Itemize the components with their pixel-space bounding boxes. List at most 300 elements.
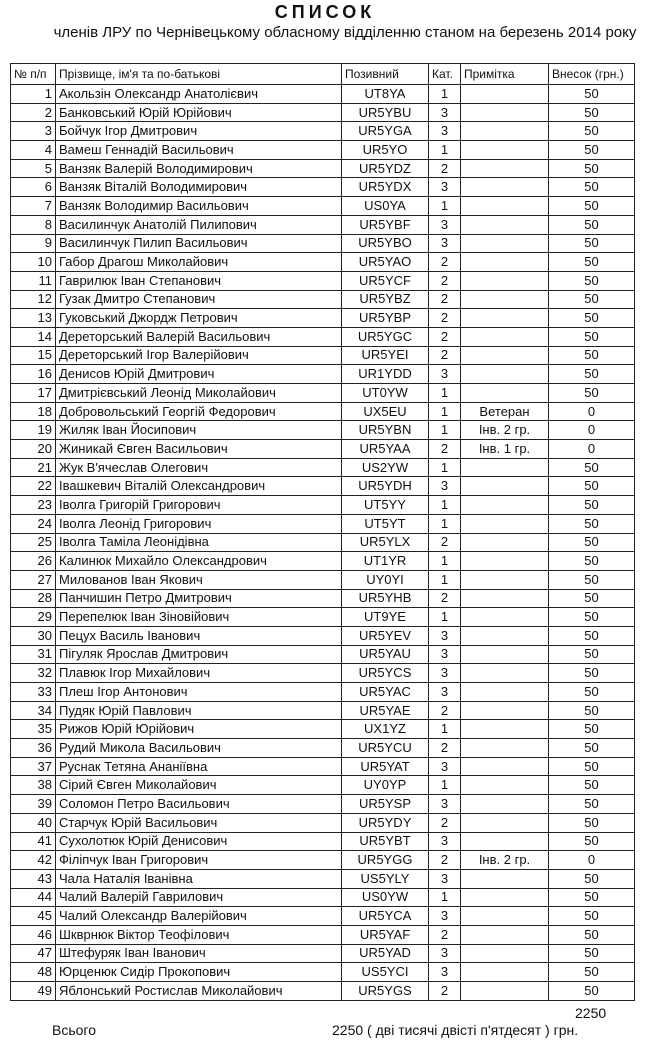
table-row <box>11 683 635 702</box>
category-cell: 3 <box>429 664 461 683</box>
row-number-cell: 42 <box>11 851 56 870</box>
member-name-cell: Добровольський Георгій Федорович <box>56 402 342 421</box>
row-number-cell: 45 <box>11 907 56 926</box>
row-number-cell: 36 <box>11 739 56 758</box>
table-row <box>11 869 635 888</box>
member-name-cell: Денисов Юрій Дмитрович <box>56 365 342 384</box>
callsign-cell: UR5YBU <box>342 103 429 122</box>
note-cell <box>461 907 549 926</box>
document-subtitle: членів ЛРУ по Чернівецькому обласному відділенню станом на березень 2014 року <box>53 24 637 41</box>
table-row <box>11 346 635 365</box>
table-row <box>11 197 635 216</box>
fee-cell: 50 <box>549 907 635 926</box>
fee-cell: 0 <box>549 440 635 459</box>
note-cell <box>461 701 549 720</box>
fee-cell: 50 <box>549 103 635 122</box>
note-cell <box>461 327 549 346</box>
row-number-cell: 32 <box>11 664 56 683</box>
table-row <box>11 234 635 253</box>
table-row <box>11 402 635 421</box>
fee-cell: 50 <box>549 683 635 702</box>
note-cell <box>461 944 549 963</box>
table-row <box>11 982 635 1001</box>
note-cell <box>461 122 549 141</box>
row-number-cell: 22 <box>11 477 56 496</box>
row-number-cell: 21 <box>11 458 56 477</box>
table-row <box>11 496 635 515</box>
table-row <box>11 477 635 496</box>
category-cell: 1 <box>429 141 461 160</box>
fee-cell: 50 <box>549 832 635 851</box>
category-cell: 2 <box>429 327 461 346</box>
note-cell <box>461 552 549 571</box>
total-text: 2250 ( дві тисячі двісті п'ятдесят ) грн. <box>332 1022 579 1038</box>
table-row <box>11 851 635 870</box>
note-cell <box>461 253 549 272</box>
category-cell: 2 <box>429 589 461 608</box>
fee-cell: 50 <box>549 215 635 234</box>
row-number-cell: 23 <box>11 496 56 515</box>
row-number-cell: 1 <box>11 85 56 104</box>
member-name-cell: Гузак Дмитро Степанович <box>56 290 342 309</box>
fee-cell: 50 <box>549 776 635 795</box>
fee-cell: 50 <box>549 570 635 589</box>
callsign-cell: UX5EU <box>342 402 429 421</box>
callsign-cell: UT5YT <box>342 514 429 533</box>
note-cell <box>461 608 549 627</box>
note-cell: Інв. 2 гр. <box>461 421 549 440</box>
row-number-cell: 5 <box>11 159 56 178</box>
category-cell: 2 <box>429 290 461 309</box>
note-cell <box>461 533 549 552</box>
callsign-cell: UR5YDX <box>342 178 429 197</box>
table-row <box>11 215 635 234</box>
fee-cell: 50 <box>549 608 635 627</box>
row-number-cell: 13 <box>11 309 56 328</box>
note-cell <box>461 197 549 216</box>
member-name-cell: Івашкевич Віталій Олександрович <box>56 477 342 496</box>
category-cell: 1 <box>429 776 461 795</box>
table-row <box>11 178 635 197</box>
table-row <box>11 944 635 963</box>
category-cell: 2 <box>429 982 461 1001</box>
note-cell <box>461 458 549 477</box>
row-number-cell: 35 <box>11 720 56 739</box>
member-name-cell: Рижов Юрій Юрійович <box>56 720 342 739</box>
category-cell: 2 <box>429 851 461 870</box>
table-row <box>11 720 635 739</box>
table-row <box>11 440 635 459</box>
table-row <box>11 122 635 141</box>
row-number-cell: 31 <box>11 645 56 664</box>
fee-cell: 50 <box>549 552 635 571</box>
row-number-cell: 47 <box>11 944 56 963</box>
row-number-cell: 33 <box>11 683 56 702</box>
category-cell: 3 <box>429 477 461 496</box>
table-row <box>11 645 635 664</box>
row-number-cell: 9 <box>11 234 56 253</box>
category-cell: 3 <box>429 122 461 141</box>
member-name-cell: Дереторський Валерій Васильович <box>56 327 342 346</box>
row-number-cell: 20 <box>11 440 56 459</box>
callsign-cell: UR5YAO <box>342 253 429 272</box>
note-cell <box>461 795 549 814</box>
fee-cell: 50 <box>549 701 635 720</box>
row-number-cell: 18 <box>11 402 56 421</box>
note-cell <box>461 720 549 739</box>
callsign-cell: UR5YAU <box>342 645 429 664</box>
fee-cell: 50 <box>549 178 635 197</box>
table-row <box>11 757 635 776</box>
table-row <box>11 384 635 403</box>
fee-cell: 50 <box>549 888 635 907</box>
fee-cell: 50 <box>549 253 635 272</box>
row-number-cell: 26 <box>11 552 56 571</box>
row-number-cell: 8 <box>11 215 56 234</box>
category-cell: 3 <box>429 963 461 982</box>
member-name-cell: Рудий Микола Васильович <box>56 739 342 758</box>
member-name-cell: Соломон Петро Васильович <box>56 795 342 814</box>
fee-cell: 0 <box>549 421 635 440</box>
fee-cell: 50 <box>549 757 635 776</box>
note-cell <box>461 477 549 496</box>
callsign-cell: UR5YDH <box>342 477 429 496</box>
member-name-cell: Акользін Олександр Анатолієвич <box>56 85 342 104</box>
member-name-cell: Бойчук Ігор Дмитрович <box>56 122 342 141</box>
category-cell: 3 <box>429 907 461 926</box>
member-name-cell: Гуковський Джордж Петрович <box>56 309 342 328</box>
table-row <box>11 533 635 552</box>
category-cell: 3 <box>429 215 461 234</box>
category-cell: 1 <box>429 552 461 571</box>
callsign-cell: UR5YEV <box>342 626 429 645</box>
note-cell <box>461 384 549 403</box>
member-name-cell: Руснак Тетяна Ананіївна <box>56 757 342 776</box>
member-name-cell: Чала Наталія Іванівна <box>56 869 342 888</box>
note-cell <box>461 85 549 104</box>
fee-cell: 50 <box>549 271 635 290</box>
category-cell: 1 <box>429 421 461 440</box>
row-number-cell: 7 <box>11 197 56 216</box>
category-cell: 2 <box>429 346 461 365</box>
table-row <box>11 103 635 122</box>
fee-cell: 50 <box>549 346 635 365</box>
callsign-cell: UT9YE <box>342 608 429 627</box>
callsign-cell: US2YW <box>342 458 429 477</box>
note-cell <box>461 271 549 290</box>
note-cell <box>461 664 549 683</box>
category-cell: 3 <box>429 832 461 851</box>
note-cell <box>461 103 549 122</box>
table-row <box>11 832 635 851</box>
column-header-name: Прізвище, ім'я та по-батькові <box>56 64 342 85</box>
category-cell: 2 <box>429 159 461 178</box>
fee-cell: 50 <box>549 159 635 178</box>
callsign-cell: US0YW <box>342 888 429 907</box>
callsign-cell: UR5YCS <box>342 664 429 683</box>
row-number-cell: 3 <box>11 122 56 141</box>
table-row <box>11 739 635 758</box>
category-cell: 3 <box>429 869 461 888</box>
row-number-cell: 34 <box>11 701 56 720</box>
callsign-cell: UR5YGS <box>342 982 429 1001</box>
callsign-cell: UR5YAD <box>342 944 429 963</box>
member-name-cell: Жук В'ячеслав Олегович <box>56 458 342 477</box>
table-row <box>11 159 635 178</box>
callsign-cell: UR5YCA <box>342 907 429 926</box>
category-cell: 3 <box>429 103 461 122</box>
category-cell: 2 <box>429 813 461 832</box>
callsign-cell: UR5YAA <box>342 440 429 459</box>
callsign-cell: UR5YDZ <box>342 159 429 178</box>
fee-cell: 50 <box>549 982 635 1001</box>
callsign-cell: UY0YP <box>342 776 429 795</box>
table-row <box>11 589 635 608</box>
callsign-cell: UR1YDD <box>342 365 429 384</box>
member-name-cell: Старчук Юрій Васильович <box>56 813 342 832</box>
callsign-cell: US0YA <box>342 197 429 216</box>
table-row <box>11 141 635 160</box>
member-name-cell: Гаврилюк Іван Степанович <box>56 271 342 290</box>
member-name-cell: Сухолотюк Юрій Денисович <box>56 832 342 851</box>
member-name-cell: Дереторський Ігор Валерійович <box>56 346 342 365</box>
member-name-cell: Юрценюк Сидір Прокопович <box>56 963 342 982</box>
category-cell: 2 <box>429 701 461 720</box>
fee-cell: 50 <box>549 234 635 253</box>
member-name-cell: Пудяк Юрій Павлович <box>56 701 342 720</box>
row-number-cell: 19 <box>11 421 56 440</box>
category-cell: 1 <box>429 458 461 477</box>
callsign-cell: UR5YGG <box>342 851 429 870</box>
fee-cell: 50 <box>549 925 635 944</box>
row-number-cell: 46 <box>11 925 56 944</box>
member-name-cell: Чалий Валерій Гаврилович <box>56 888 342 907</box>
table-row <box>11 925 635 944</box>
member-name-cell: Чалий Олександр Валерійович <box>56 907 342 926</box>
member-name-cell: Сірий Євген Миколайович <box>56 776 342 795</box>
table-row <box>11 626 635 645</box>
column-header-callsign: Позивний <box>342 64 429 85</box>
table-row <box>11 309 635 328</box>
category-cell: 3 <box>429 683 461 702</box>
callsign-cell: UR5YDY <box>342 813 429 832</box>
table-row <box>11 85 635 104</box>
callsign-cell: UR5YLX <box>342 533 429 552</box>
table-header-row <box>11 64 635 85</box>
table-row <box>11 421 635 440</box>
member-name-cell: Панчишин Петро Дмитрович <box>56 589 342 608</box>
table-row <box>11 570 635 589</box>
callsign-cell: UX1YZ <box>342 720 429 739</box>
fee-cell: 50 <box>549 664 635 683</box>
row-number-cell: 49 <box>11 982 56 1001</box>
callsign-cell: UR5YBT <box>342 832 429 851</box>
member-name-cell: Перепелюк Іван Зіновійович <box>56 608 342 627</box>
row-number-cell: 40 <box>11 813 56 832</box>
callsign-cell: UT8YA <box>342 85 429 104</box>
note-cell: Інв. 2 гр. <box>461 851 549 870</box>
callsign-cell: UR5YBF <box>342 215 429 234</box>
member-name-cell: Жиляк Іван Йосипович <box>56 421 342 440</box>
table-row <box>11 813 635 832</box>
category-cell: 2 <box>429 925 461 944</box>
callsign-cell: US5YLY <box>342 869 429 888</box>
category-cell: 1 <box>429 402 461 421</box>
category-cell: 2 <box>429 253 461 272</box>
member-name-cell: Василинчук Пилип Васильович <box>56 234 342 253</box>
row-number-cell: 10 <box>11 253 56 272</box>
category-cell: 2 <box>429 271 461 290</box>
member-name-cell: Яблонський Ростислав Миколайович <box>56 982 342 1001</box>
callsign-cell: UR5YCF <box>342 271 429 290</box>
row-number-cell: 27 <box>11 570 56 589</box>
note-cell <box>461 215 549 234</box>
category-cell: 2 <box>429 739 461 758</box>
fee-cell: 50 <box>549 813 635 832</box>
fee-cell: 50 <box>549 720 635 739</box>
callsign-cell: UT5YY <box>342 496 429 515</box>
row-number-cell: 44 <box>11 888 56 907</box>
column-header-note: Примітка <box>461 64 549 85</box>
row-number-cell: 38 <box>11 776 56 795</box>
table-row <box>11 327 635 346</box>
table-row <box>11 963 635 982</box>
fee-cell: 50 <box>549 327 635 346</box>
fee-cell: 50 <box>549 309 635 328</box>
category-cell: 3 <box>429 234 461 253</box>
row-number-cell: 14 <box>11 327 56 346</box>
member-name-cell: Іволга Леонід Григорович <box>56 514 342 533</box>
note-cell <box>461 776 549 795</box>
note-cell <box>461 234 549 253</box>
member-name-cell: Плеш Ігор Антонович <box>56 683 342 702</box>
category-cell: 1 <box>429 197 461 216</box>
category-cell: 3 <box>429 645 461 664</box>
table-row <box>11 795 635 814</box>
category-cell: 3 <box>429 626 461 645</box>
row-number-cell: 24 <box>11 514 56 533</box>
category-cell: 1 <box>429 496 461 515</box>
fee-cell: 50 <box>549 290 635 309</box>
table-row <box>11 271 635 290</box>
member-name-cell: Ванзяк Валерій Володимирович <box>56 159 342 178</box>
callsign-cell: UR5YGC <box>342 327 429 346</box>
fee-cell: 50 <box>549 477 635 496</box>
category-cell: 3 <box>429 795 461 814</box>
category-cell: 1 <box>429 514 461 533</box>
callsign-cell: UR5YAT <box>342 757 429 776</box>
category-cell: 3 <box>429 757 461 776</box>
member-table <box>10 63 635 1001</box>
note-cell <box>461 626 549 645</box>
note-cell: Інв. 1 гр. <box>461 440 549 459</box>
table-row <box>11 290 635 309</box>
member-name-cell: Пецух Василь Іванович <box>56 626 342 645</box>
member-name-cell: Іволга Григорій Григорович <box>56 496 342 515</box>
callsign-cell: UR5YSP <box>342 795 429 814</box>
note-cell: Ветеран <box>461 402 549 421</box>
row-number-cell: 2 <box>11 103 56 122</box>
note-cell <box>461 813 549 832</box>
member-name-cell: Жиникай Євген Васильович <box>56 440 342 459</box>
fee-cell: 50 <box>549 85 635 104</box>
fee-cell: 50 <box>549 141 635 160</box>
callsign-cell: UR5YEI <box>342 346 429 365</box>
callsign-cell: UT1YR <box>342 552 429 571</box>
note-cell <box>461 514 549 533</box>
callsign-cell: US5YCI <box>342 963 429 982</box>
callsign-cell: UR5YO <box>342 141 429 160</box>
category-cell: 1 <box>429 85 461 104</box>
callsign-cell: UR5YCU <box>342 739 429 758</box>
member-name-cell: Василинчук Анатолій Пилипович <box>56 215 342 234</box>
row-number-cell: 29 <box>11 608 56 627</box>
table-body <box>11 85 635 1001</box>
callsign-cell: UR5YAC <box>342 683 429 702</box>
table-row <box>11 907 635 926</box>
callsign-cell: UR5YBP <box>342 309 429 328</box>
member-name-cell: Банковський Юрій Юрійович <box>56 103 342 122</box>
row-number-cell: 37 <box>11 757 56 776</box>
column-header-fee: Внесок (грн.) <box>549 64 635 85</box>
fee-cell: 0 <box>549 851 635 870</box>
note-cell <box>461 290 549 309</box>
member-name-cell: Милованов Іван Якович <box>56 570 342 589</box>
member-name-cell: Штефуряк Іван Іванович <box>56 944 342 963</box>
category-cell: 3 <box>429 178 461 197</box>
fee-cell: 50 <box>549 122 635 141</box>
table-row <box>11 552 635 571</box>
category-cell: 1 <box>429 888 461 907</box>
table-row <box>11 888 635 907</box>
fee-cell: 50 <box>549 869 635 888</box>
row-number-cell: 30 <box>11 626 56 645</box>
category-cell: 2 <box>429 309 461 328</box>
note-cell <box>461 589 549 608</box>
column-header-category: Кат. <box>429 64 461 85</box>
fee-cell: 50 <box>549 533 635 552</box>
fee-cell: 50 <box>549 645 635 664</box>
member-name-cell: Шкврнюк Віктор Теофілович <box>56 925 342 944</box>
row-number-cell: 11 <box>11 271 56 290</box>
fee-cell: 50 <box>549 795 635 814</box>
note-cell <box>461 683 549 702</box>
row-number-cell: 6 <box>11 178 56 197</box>
table-row <box>11 365 635 384</box>
callsign-cell: UR5YAE <box>342 701 429 720</box>
note-cell <box>461 365 549 384</box>
row-number-cell: 17 <box>11 384 56 403</box>
row-number-cell: 12 <box>11 290 56 309</box>
note-cell <box>461 570 549 589</box>
fee-cell: 50 <box>549 589 635 608</box>
note-cell <box>461 178 549 197</box>
category-cell: 1 <box>429 570 461 589</box>
fee-cell: 50 <box>549 496 635 515</box>
note-cell <box>461 496 549 515</box>
table-row <box>11 253 635 272</box>
note-cell <box>461 757 549 776</box>
row-number-cell: 25 <box>11 533 56 552</box>
table-row <box>11 608 635 627</box>
note-cell <box>461 309 549 328</box>
note-cell <box>461 141 549 160</box>
callsign-cell: UR5YBN <box>342 421 429 440</box>
member-name-cell: Іволга Таміла Леонідівна <box>56 533 342 552</box>
category-cell: 3 <box>429 365 461 384</box>
note-cell <box>461 159 549 178</box>
table-row <box>11 514 635 533</box>
